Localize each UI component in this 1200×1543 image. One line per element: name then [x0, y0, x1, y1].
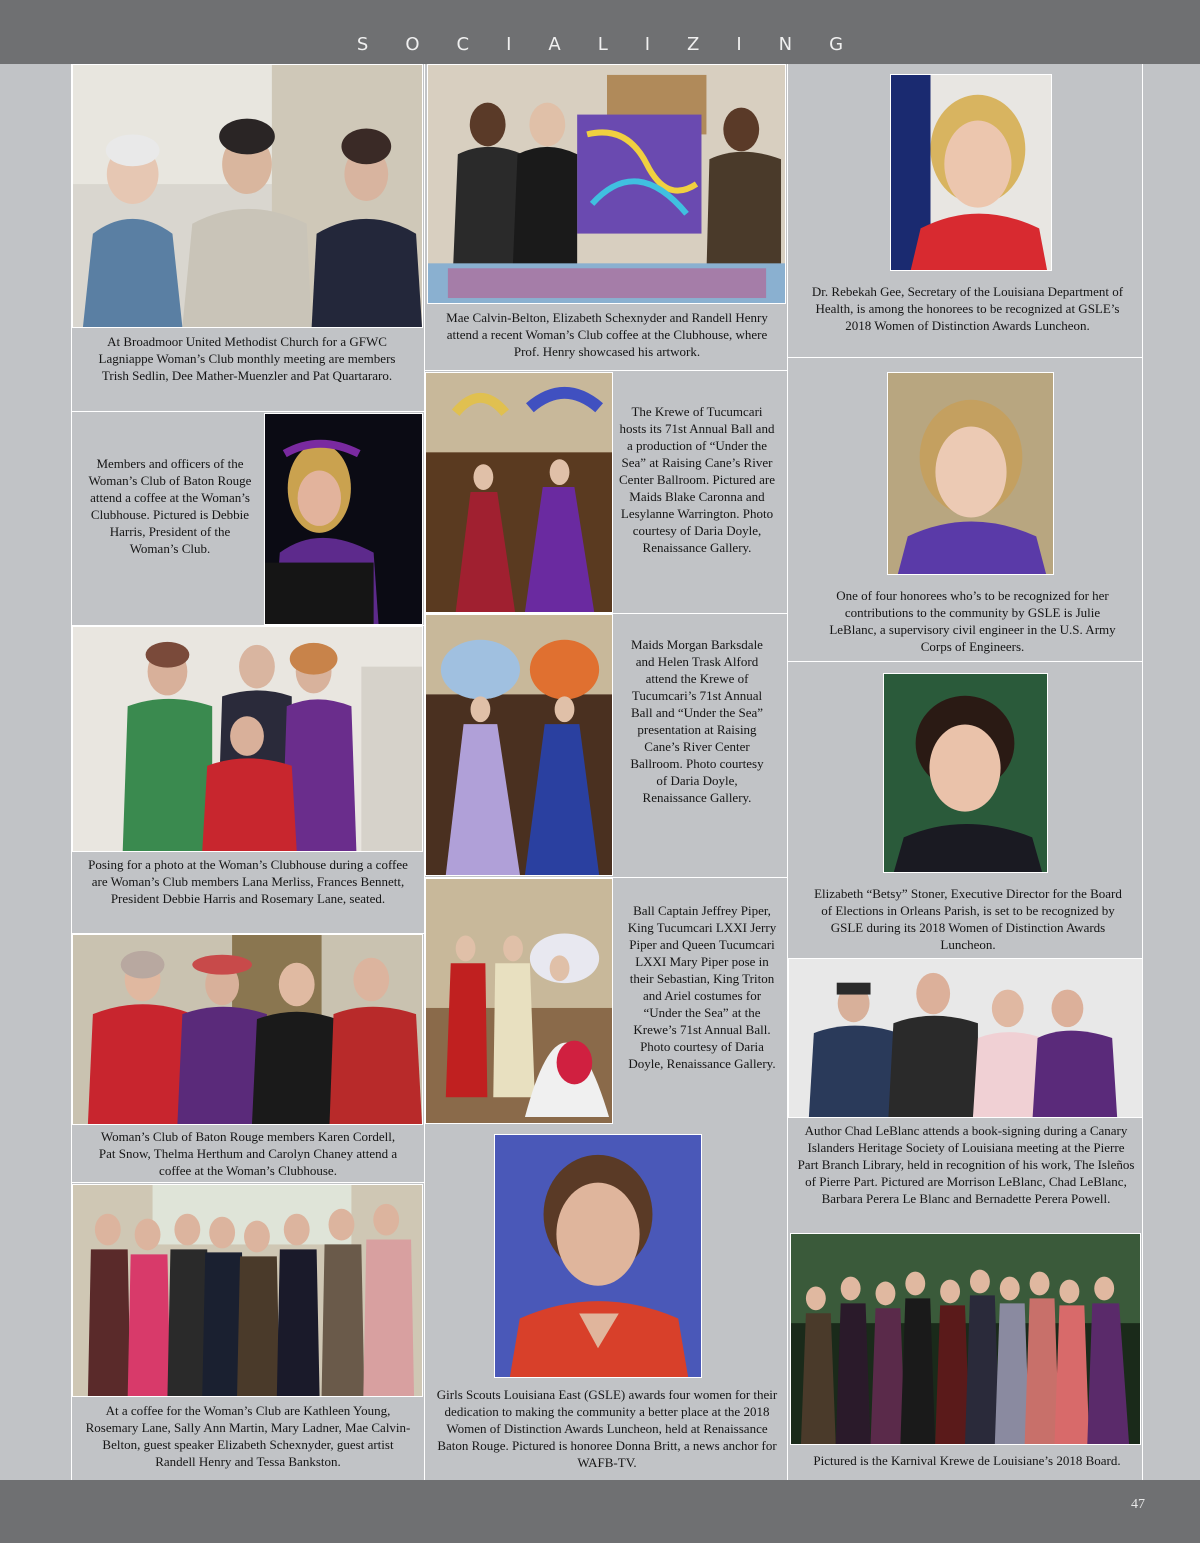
caption-coffee-group: At a coffee for the Woman’s Club are Kathleen Young, Rosemary Lane, Sally Ann Martin, Mary Ladner, Mae Calvin-Belton, guest speaker Elizabeth Schexnyder, guest artist Randell Henry and Tessa Bankston. [85, 1403, 411, 1469]
photo-donna-britt [494, 1134, 702, 1378]
caption-debbie-harris: Members and officers of the Woman’s Club of Baton Rouge attend a coffee at the Woman’s Clubhouse. Pictured is Debbie Harris, President of the Woman’s Club. [88, 456, 252, 556]
caption-artwork: Mae Calvin-Belton, Elizabeth Schexnyder and Randell Henry attend a recent Woman’s Club coffee at the Clubhouse, where Prof. Henry showcased his artwork. [446, 310, 768, 359]
photo-clubhouse-members [72, 626, 423, 852]
photo-chad-leblanc [788, 958, 1143, 1118]
divider [788, 661, 1142, 662]
page-number: 47 [1131, 1497, 1145, 1512]
divider [425, 370, 787, 371]
section-header: SOCIALIZING [0, 0, 1200, 64]
photo-rebekah-gee [890, 74, 1052, 271]
photo-tucumcari-maids-2 [425, 614, 613, 876]
photo-betsy-stoner [883, 673, 1048, 873]
caption-stoner: Elizabeth “Betsy” Stoner, Executive Director for the Board of Elections in Orleans Parish, is set to be recognized by GSLE during its 2018 Women of Distinction Awards Luncheon. [814, 886, 1122, 952]
caption-piper: Ball Captain Jeffrey Piper, King Tucumcari LXXI Jerry Piper and Queen Tucumcari LXXI Mary Piper pose in their Sebastian, King Triton and Ariel costumes for “Under the Sea” at the Krewe’s 71st Annual Ball. Photo courtesy of Daria Doyle, Renaissance Gallery. [627, 903, 777, 1071]
caption-britt: Girls Scouts Louisiana East (GSLE) awards four women for their dedication to making the community a better place at the 2018 Women of Distinction Awards Luncheon, held at Renaissance Baton Rouge. Pictured is honoree Donna Britt, a news anchor for WAFB-TV. [436, 1387, 778, 1470]
photo-tucumcari-maids-1 [425, 372, 613, 613]
photo-debbie-harris [264, 413, 423, 625]
caption-posing: Posing for a photo at the Woman’s Clubhouse during a coffee are Woman’s Club members Lana Merliss, Frances Bennett, President Debbie Harris and Rosemary Lane, seated. [88, 857, 408, 906]
caption-tucumcari-2: Maids Morgan Barksdale and Helen Trask Alford attend the Krewe of Tucumcari’s 71st Annual Ball and “Under the Sea” presentation at Raising Cane’s River Center Ballroom. Photo courtesy of Daria Doyle, Renaissance Gallery. [630, 637, 764, 805]
caption-chad-leblanc: Author Chad LeBlanc attends a book-signing during a Canary Islanders Heritage Society of Louisiana meeting at the Pierre Part Branch Library, held in recognition of his work, The Isleños of Pierre Part. Pictured are Morrison LeBlanc, Chad LeBlanc, Barbara Perera Le Blanc and Bernadette Perera Powell. [797, 1123, 1135, 1206]
divider [788, 357, 1142, 358]
caption-julie-leblanc: One of four honorees who’s to be recognized for her contributions to the community by GSLE is Julie LeBlanc, a supervisory civil engineer in the U.S. Army Corps of Engineers. [829, 588, 1116, 654]
caption-gee: Dr. Rebekah Gee, Secretary of the Louisiana Department of Health, is among the honorees to be recognized at GSLE’s 2018 Women of Distinction Awards Luncheon. [811, 284, 1124, 333]
photo-coffee-group [72, 1184, 423, 1397]
photo-karnival-board [790, 1233, 1141, 1445]
photo-artwork [427, 64, 786, 304]
divider [72, 411, 424, 412]
divider [72, 1182, 424, 1183]
photo-broadmoor-members [72, 64, 423, 328]
caption-tucumcari-1: The Krewe of Tucumcari hosts its 71st Annual Ball and a production of “Under the Sea” at Raising Cane’s River Center Ballroom. Pictured are Maids Blake Caronna and Lesylanne Warrington. Photo courtesy of Daria Doyle, Renaissance Gallery. [619, 404, 775, 555]
caption-broadmoor: At Broadmoor United Methodist Church for a GFWC Lagniappe Woman’s Club monthly meeting are members Trish Sedlin, Dee Mather-Muenzler and Pat Quartararo. [98, 334, 396, 383]
caption-karnival: Pictured is the Karnival Krewe de Louisiane’s 2018 Board. [813, 1453, 1121, 1468]
photo-piper-royalty [425, 878, 613, 1124]
page-footer [0, 1480, 1200, 1543]
photo-cordell-group [72, 934, 423, 1125]
caption-cordell: Woman’s Club of Baton Rouge members Karen Cordell, Pat Snow, Thelma Herthum and Carolyn Chaney attend a coffee at the Woman’s Clubhouse. [98, 1129, 398, 1178]
photo-julie-leblanc [887, 372, 1054, 575]
